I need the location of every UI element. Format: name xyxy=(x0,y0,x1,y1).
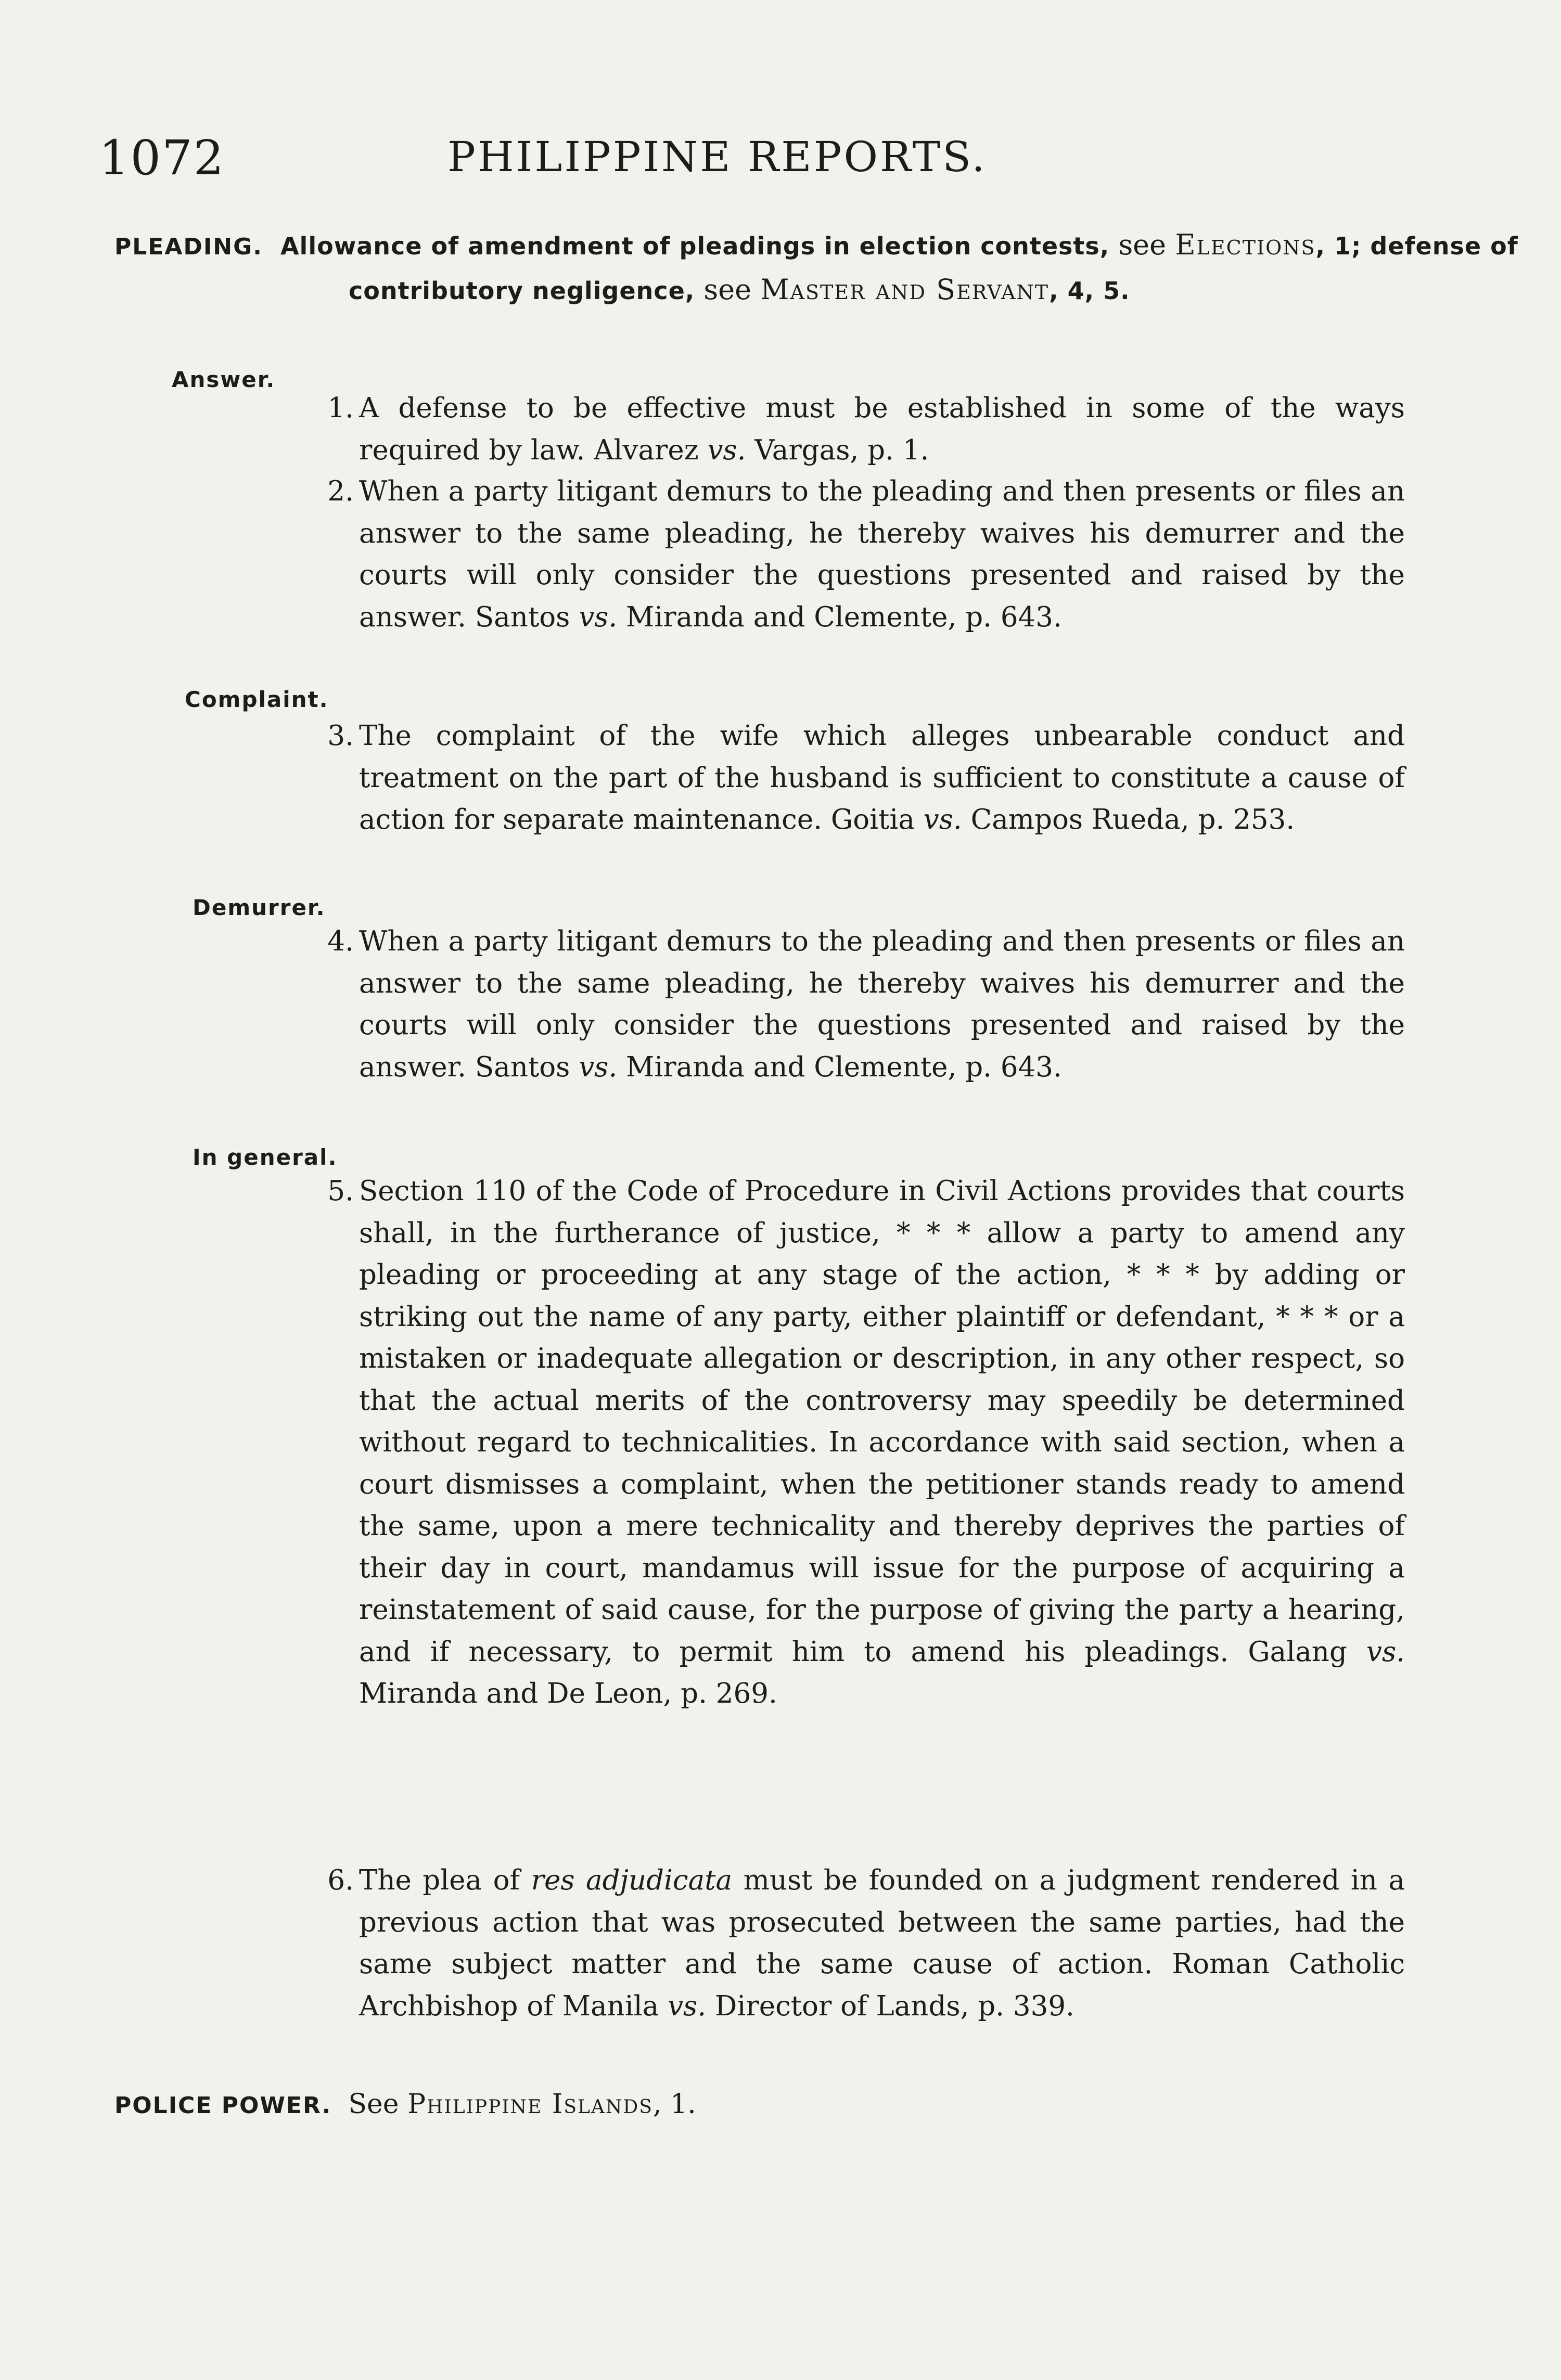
paragraph-5 xyxy=(276,1170,1405,1715)
cross-reference: Philippine Islands xyxy=(407,2089,653,2120)
paragraph-3 xyxy=(276,715,1405,841)
paragraph-number: 1. xyxy=(327,392,354,424)
paragraph-text: The complaint of the wife which alleges unbearable conduct and treatment on the part of the husband is sufficient to constitute a cause of action for separate maintenance. Goitia xyxy=(359,720,1405,835)
topic-heading: PLEADING. xyxy=(114,234,263,260)
latin-phrase: res adjudicata xyxy=(531,1864,733,1896)
versus: vs. xyxy=(579,1051,618,1083)
topic-intro: Allowance of amendment of pleadings in election contests, xyxy=(280,232,1110,260)
cross-reference: Elections xyxy=(1175,228,1316,261)
subheading-answer: Answer. xyxy=(172,367,276,392)
subheading-complaint: Complaint. xyxy=(185,687,329,712)
paragraph-1 xyxy=(276,388,1405,471)
see-word: see xyxy=(1118,228,1167,261)
citation: Campos Rueda, p. 253. xyxy=(970,804,1295,835)
citation: Miranda and Clemente, p. 643. xyxy=(626,601,1062,633)
paragraph-text: must be founded on a judgment rendered in a previous action that was prosecuted between the same parties, had the same subject matter and the same cause of action. Roman Catholic Archbishop of Manila xyxy=(359,1864,1405,2022)
paragraph-6 xyxy=(276,1860,1405,2027)
running-title: PHILIPPINE REPORTS. xyxy=(447,133,987,181)
versus: vs. xyxy=(668,1990,707,2022)
citation: Miranda and Clemente, p. 643. xyxy=(626,1051,1062,1083)
cross-reference-number: , 4, 5. xyxy=(1049,277,1130,305)
topic-entry-police-power xyxy=(114,2089,696,2120)
paragraph-text: Section 110 of the Code of Procedure in Civil Actions provides that courts shall, in the furtherance of justice, * * * allow a party to amend any pleading or proceeding at any stage of the action, * * * by adding or striking out the name of any party, either plaintiff or defendant, * * * or a mistaken or inadequate allegation or description, in any other respect, so that the actual merits of the controversy may speedily be determined without regard to technicalities. In accordance with said section, when a court dismisses a complaint, when the petitioner stands ready to amend the same, upon a mere technicality and thereby deprives the parties of their day in court, mandamus will issue for the purpose of acquiring a reinstatement of said cause, for the purpose of giving the party a hearing, and if necessary, to permit him to amend his pleadings. Galang xyxy=(359,1175,1405,1668)
page-number: 1072 xyxy=(99,130,225,186)
citation: Vargas, p. 1. xyxy=(754,434,929,466)
topic-entry-pleading xyxy=(114,224,1561,312)
paragraph-number: 5. xyxy=(327,1175,354,1207)
see-word: See xyxy=(348,2089,399,2120)
paragraph-number: 4. xyxy=(327,925,354,957)
subheading-demurrer: Demurrer. xyxy=(193,895,326,920)
paragraph-text: A defense to be effective must be established in some of the ways required by law. Alvarez xyxy=(359,392,1405,466)
paragraph-text: The plea of xyxy=(359,1864,520,1896)
cross-reference: Master and Servant xyxy=(760,273,1050,306)
paragraph-2 xyxy=(276,471,1405,638)
paragraph-text: When a party litigant demurs to the pleading and then presents or files an answer to the same pleading, he thereby waives his demurrer and the courts will only consider the questions presented and raised by the answer. Santos xyxy=(359,475,1405,633)
citation: Director of Lands, p. 339. xyxy=(714,1990,1074,2022)
versus: vs. xyxy=(923,804,962,835)
paragraph-number: 3. xyxy=(327,720,354,752)
topic-heading: POLICE POWER. xyxy=(114,2092,332,2119)
citation: Miranda and De Leon, p. 269. xyxy=(359,1678,777,1709)
see-word: see xyxy=(703,273,752,306)
versus: vs. xyxy=(1366,1636,1405,1668)
versus: vs. xyxy=(707,434,746,466)
versus: vs. xyxy=(579,601,618,633)
paragraph-text: When a party litigant demurs to the pleading and then presents or files an answer to the same pleading, he thereby waives his demurrer and the courts will only consider the questions presented and raised by the answer. Santos xyxy=(359,925,1405,1083)
paragraph-4 xyxy=(276,921,1405,1088)
cross-reference-number: , 1; defense of contributory negligence, xyxy=(349,232,1518,305)
paragraph-number: 2. xyxy=(327,475,354,507)
paragraph-number: 6. xyxy=(327,1864,354,1896)
cross-reference-number: , 1. xyxy=(652,2089,696,2120)
subheading-in-general: In general. xyxy=(193,1144,338,1170)
